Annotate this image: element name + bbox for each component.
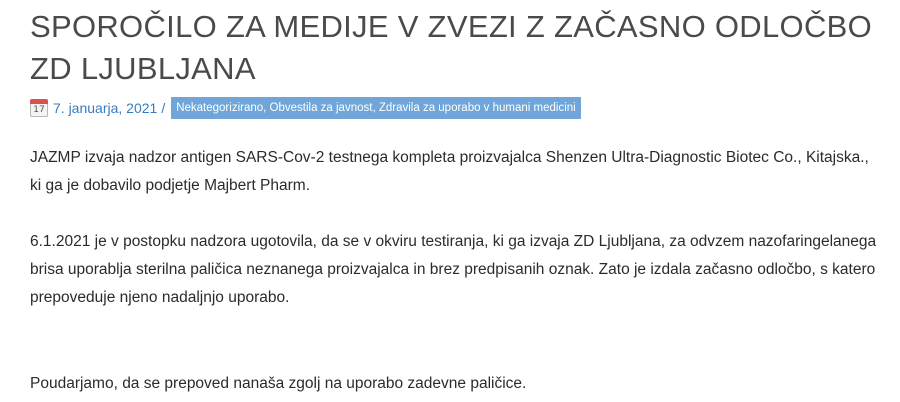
article-paragraph: JAZMP izvaja nadzor antigen SARS-Cov-2 testnega kompleta proizvajalca Shenzen Ultra-Diagnostic Biotec Co., Kitajska., ki ga je dobavilo podjetje Majbert Pharm. <box>30 149 869 194</box>
category-list <box>171 97 581 119</box>
calendar-icon-day: 17 <box>30 104 48 117</box>
category-joiner: , <box>372 102 379 114</box>
article <box>30 0 880 398</box>
category-joiner: , <box>263 102 270 114</box>
page-title: SPOROČILO ZA MEDIJE V ZVEZI Z ZAČASNO ODLOČBO ZD LJUBLJANA <box>30 9 873 86</box>
category-link-zdravila[interactable]: Zdravila za uporabo v humani medicini <box>378 102 576 114</box>
article-paragraph: Poudarjamo, da se prepoved nanaša zgolj na uporabo zadevne paličice. <box>30 375 527 392</box>
meta-separator: / <box>161 100 166 116</box>
category-link-nekategorizirano[interactable]: Nekategorizirano <box>176 102 264 114</box>
article-paragraph: 6.1.2021 je v postopku nadzora ugotovila, da se v okviru testiranja, ki ga izvaja ZD Ljubljana, za odvzem nazofaringelanega brisa uporablja sterilna paličica neznanega proizvajalca in brez predpisanih oznak. Zato je izdala začasno odločbo, s katero prepoveduje njeno nadaljnjo uporabo. <box>30 233 877 306</box>
category-link-obvestila[interactable]: Obvestila za javnost <box>269 102 373 114</box>
calendar-icon <box>30 99 48 117</box>
post-meta <box>30 96 880 120</box>
post-date-link[interactable]: 7. januarja, 2021 <box>53 100 158 116</box>
